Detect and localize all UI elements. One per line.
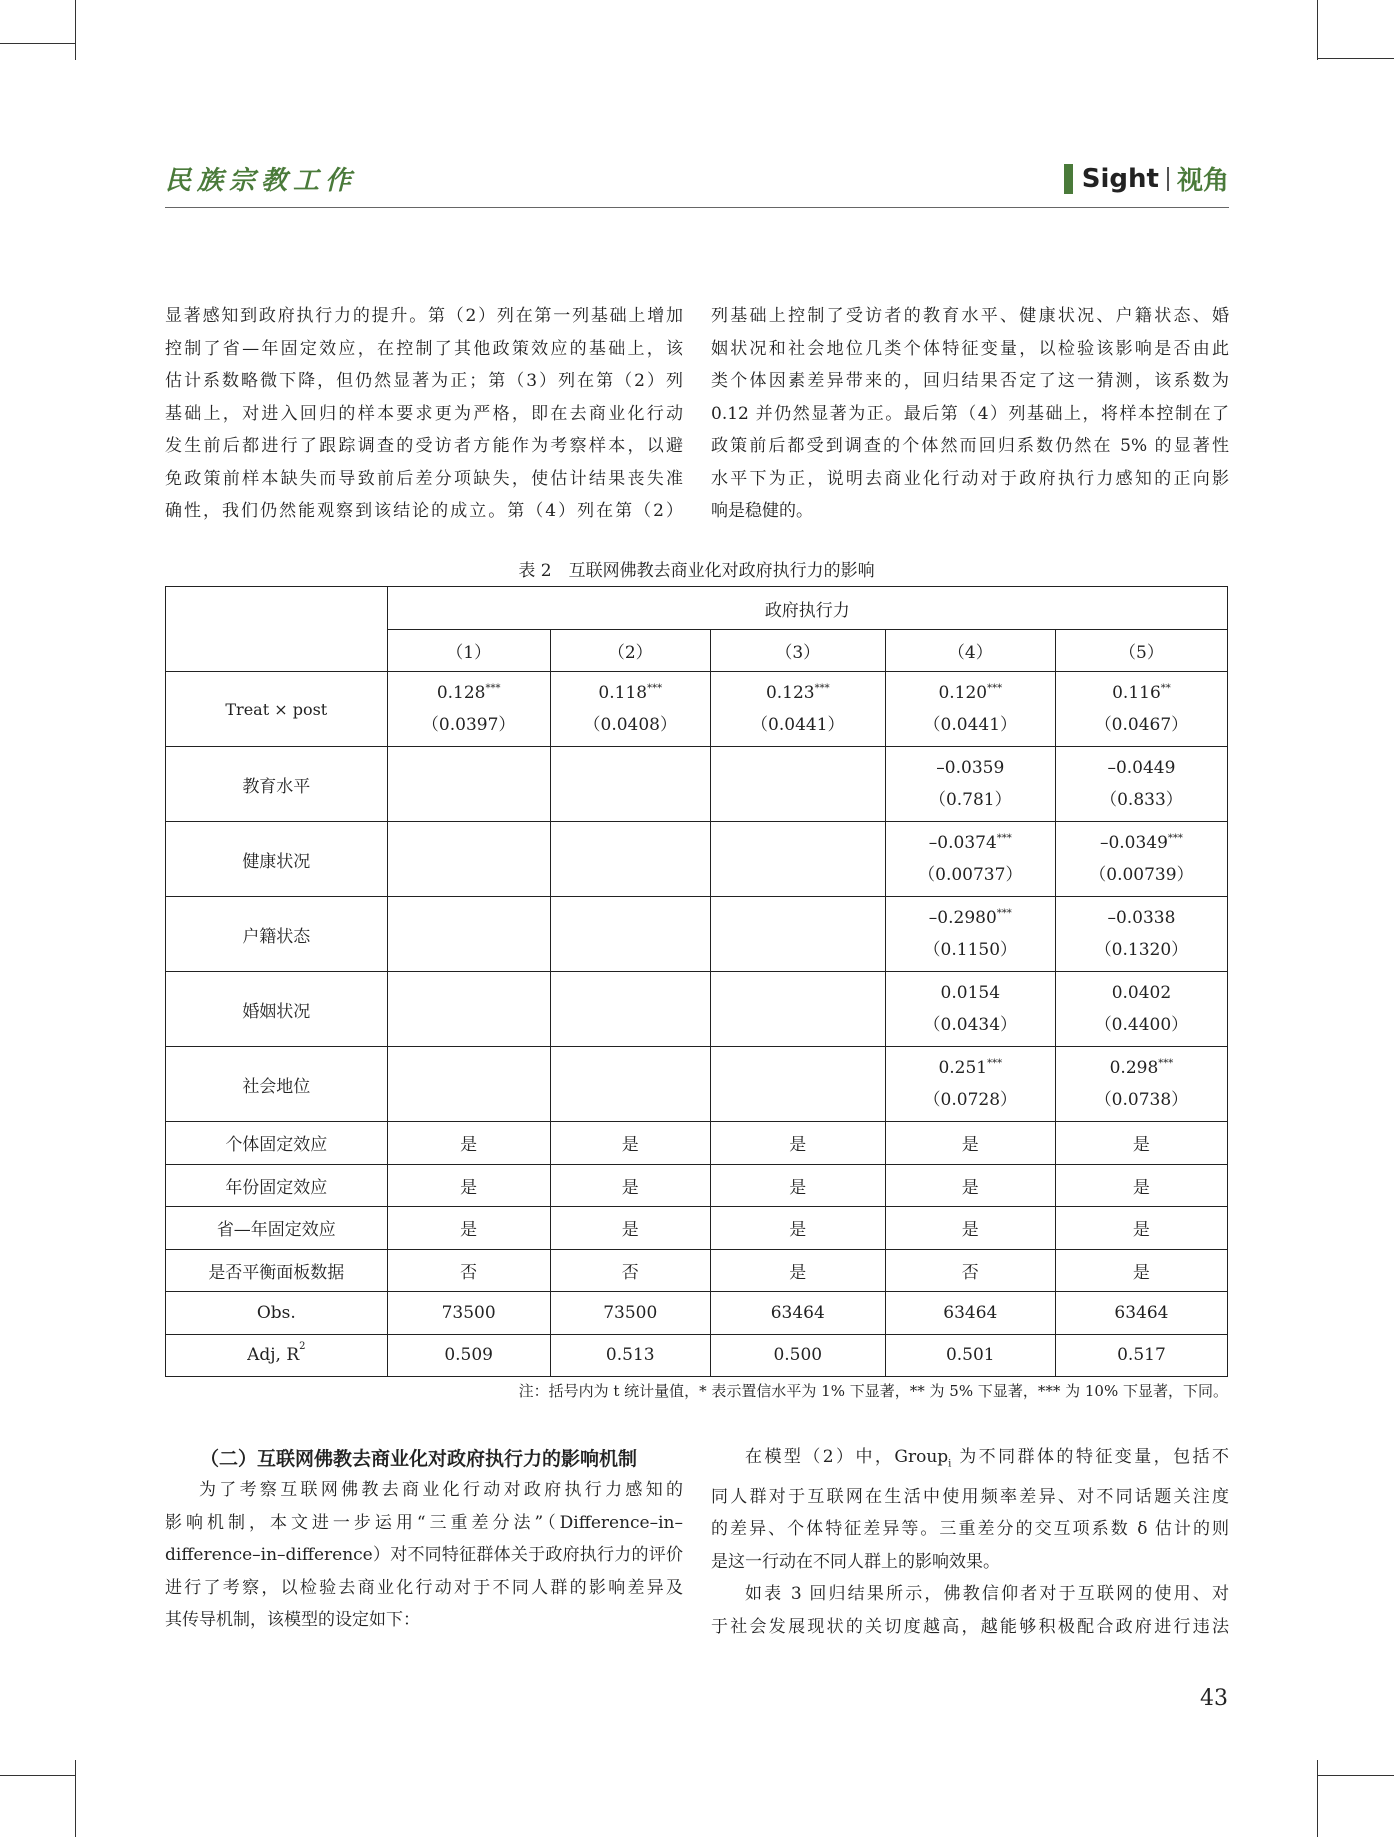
text-line: 是这一行动在不同人群上的影响效果。 [711, 1551, 1000, 1572]
empty-cell [550, 747, 710, 822]
standard-error: （0.0738） [1094, 1090, 1189, 1110]
text-line: 显著感知到政府执行力的提升。第（2）列在第一列基础上增加 [165, 306, 683, 326]
empty-cell [550, 822, 710, 897]
text-line: 进行了考察，以检验去商业化行动对于不同人群的影响差异及 [165, 1577, 683, 1598]
body-text-top-left [165, 300, 683, 528]
coef-value [1056, 752, 1227, 784]
table-cell: 0.513 [550, 1334, 710, 1377]
empty-cell [387, 822, 550, 897]
crop-mark [75, 0, 76, 60]
section-label-cn: 视角 [1176, 166, 1229, 196]
table-cell: 是 [550, 1164, 710, 1207]
table-cell: 是 [550, 1207, 710, 1250]
coef-number: 0.128 [436, 683, 486, 703]
table-cell: 是 [885, 1164, 1055, 1207]
body-text-bottom-right [711, 1441, 1229, 1643]
crop-mark [1317, 1760, 1318, 1837]
text-line: 其传导机制，该模型的设定如下： [165, 1610, 420, 1630]
row-label: Obs. [166, 1292, 388, 1335]
significance-stars: *** [814, 683, 830, 694]
standard-error: （0.1320） [1094, 940, 1189, 960]
standard-error: （0.0441） [751, 715, 845, 735]
coef-number: –0.0374 [928, 833, 997, 853]
coef-number: 0.116 [1112, 683, 1161, 703]
table-cell: 63464 [1055, 1292, 1227, 1335]
text-line: 基础上，对进入回归的样本要求更为严格，即在去商业化行动 [165, 403, 683, 424]
section-heading: （二）互联网佛教去商业化对政府执行力的影响机制 [200, 1448, 638, 1470]
row-label: 婚姻状况 [166, 972, 388, 1047]
coef-cell [550, 672, 710, 747]
row-label: 年份固定效应 [166, 1164, 388, 1207]
empty-cell [710, 897, 885, 972]
text-line: 免政策前样本缺失而导致前后差分项缺失，使估计结果丧失准 [165, 468, 683, 489]
coef-value [886, 902, 1055, 934]
table-cell: 是 [1055, 1249, 1227, 1292]
coef-number: –0.0338 [1107, 908, 1176, 928]
empty-cell [550, 1047, 710, 1122]
empty-cell [387, 972, 550, 1047]
empty-cell [387, 1047, 550, 1122]
significance-stars: *** [987, 1058, 1003, 1069]
text-line: 影响机制，本文进一步运用“三重差分法”（Difference–in– [165, 1512, 683, 1533]
coef-cell [1055, 1047, 1227, 1122]
coef-number: –0.0349 [1099, 833, 1168, 853]
coef-value [886, 977, 1055, 1009]
row-label: 健康状况 [166, 822, 388, 897]
crop-mark [1317, 58, 1394, 59]
subscript: i [948, 1458, 952, 1470]
table-cell: 73500 [550, 1292, 710, 1335]
coef-number: –0.2980 [928, 908, 997, 928]
table-cell: 否 [387, 1249, 550, 1292]
table-cell: 是 [1055, 1164, 1227, 1207]
header-rule [165, 207, 1229, 208]
text-line: 列基础上控制了受访者的教育水平、健康状况、户籍状态、婚 [711, 306, 1229, 326]
coef-number: –0.0359 [936, 758, 1005, 778]
text-line: 估计系数略微下降，但仍然显著为正；第（3）列在第（2）列 [165, 371, 683, 391]
text-line: 于社会发展现状的关切度越高，越能够积极配合政府进行违法 [711, 1616, 1229, 1637]
table-cell: 是 [885, 1207, 1055, 1250]
section-divider [1167, 167, 1169, 191]
text-line: 0.12 并仍然显著为正。最后第（4）列基础上，将样本控制在了 [711, 403, 1229, 424]
standard-error: （0.0408） [583, 715, 677, 735]
column-header: （5） [1055, 630, 1227, 672]
row-label: 是否平衡面板数据 [166, 1249, 388, 1292]
coef-value [886, 752, 1055, 784]
text-line: 确性，我们仍然能观察到该结论的成立。第（4）列在第（2） [165, 501, 683, 521]
standard-error: （0.833） [1100, 790, 1183, 810]
text-fragment: 为不同群体的特征变量，包括不 [951, 1447, 1229, 1467]
text-line: difference–in–difference）对不同特征群体关于政府执行力的评价 [165, 1545, 683, 1565]
table-row [166, 1122, 1228, 1165]
table-row [166, 822, 1228, 897]
row-label: Treat × post [166, 672, 388, 747]
coef-number: 0.251 [938, 1058, 988, 1078]
coef-value [1056, 1052, 1227, 1084]
coef-number: 0.123 [765, 683, 815, 703]
regression-table [165, 586, 1228, 1377]
coef-cell [885, 672, 1055, 747]
journal-title: 民族宗教工作 [165, 166, 358, 196]
coef-cell [387, 672, 550, 747]
coef-value [1056, 902, 1227, 934]
table-row [166, 897, 1228, 972]
row-label: 户籍状态 [166, 897, 388, 972]
row-label: 社会地位 [166, 1047, 388, 1122]
column-header: （2） [550, 630, 710, 672]
table-row [166, 1249, 1228, 1292]
coef-cell [885, 897, 1055, 972]
r2-superscript: 2 [299, 1341, 306, 1353]
table-cell: 0.501 [885, 1334, 1055, 1377]
standard-error: （0.781） [928, 790, 1012, 810]
coef-value [886, 677, 1055, 709]
table-cell: 是 [387, 1122, 550, 1165]
empty-cell [387, 897, 550, 972]
coef-value [1056, 677, 1227, 709]
crop-mark [1317, 1775, 1394, 1776]
standard-error: （0.00739） [1089, 865, 1194, 885]
table-cell: 是 [710, 1164, 885, 1207]
coef-number: –0.0449 [1107, 758, 1176, 778]
coef-value [1056, 977, 1227, 1009]
column-header: （4） [885, 630, 1055, 672]
table-row [166, 972, 1228, 1047]
significance-stars: *** [1158, 1058, 1174, 1069]
coef-cell [1055, 747, 1227, 822]
coef-number: 0.118 [598, 683, 648, 703]
coef-value [886, 1052, 1055, 1084]
coef-cell [885, 1047, 1055, 1122]
table-row [166, 747, 1228, 822]
standard-error: （0.00737） [918, 865, 1023, 885]
table-cell: 否 [550, 1249, 710, 1292]
standard-error: （0.1150） [923, 940, 1018, 960]
empty-cell [550, 897, 710, 972]
coef-value [1056, 827, 1227, 859]
text-line: 响是稳健的。 [711, 501, 813, 521]
table-cell: 是 [710, 1249, 885, 1292]
crop-mark [1317, 0, 1318, 60]
text-line: 发生前后都进行了跟踪调查的受访者方能作为考察样本，以避 [165, 436, 683, 456]
row-label: 教育水平 [166, 747, 388, 822]
table-row [166, 1207, 1228, 1250]
coef-cell [710, 672, 885, 747]
text-line: 水平下为正，说明去商业化行动对于政府执行力感知的正向影 [711, 468, 1229, 489]
table-cell: 是 [710, 1207, 885, 1250]
row-label [166, 1334, 388, 1377]
table-row [166, 672, 1228, 747]
empty-cell [550, 972, 710, 1047]
significance-stars: *** [987, 683, 1003, 694]
coef-number: 0.0154 [940, 983, 1001, 1003]
standard-error: （0.0467） [1094, 715, 1189, 735]
standard-error: （0.0434） [923, 1015, 1018, 1035]
coef-value [886, 827, 1055, 859]
significance-stars: ** [1160, 683, 1171, 694]
coef-number: 0.298 [1109, 1058, 1159, 1078]
significance-stars: *** [996, 833, 1012, 844]
table-cell: 是 [1055, 1122, 1227, 1165]
text-line: 同人群对于互联网在生活中使用频率差异、对不同话题关注度 [711, 1486, 1229, 1507]
coef-number: 0.120 [938, 683, 988, 703]
text-line: 为了考察互联网佛教去商业化行动对政府执行力感知的 [199, 1480, 683, 1500]
coef-value [551, 677, 710, 709]
empty-cell [710, 972, 885, 1047]
significance-stars: *** [996, 908, 1012, 919]
table-row [166, 1164, 1228, 1207]
table-cell: 是 [885, 1122, 1055, 1165]
coef-value [711, 677, 885, 709]
table-cell: 63464 [885, 1292, 1055, 1335]
crop-mark [75, 1760, 76, 1837]
standard-error: （0.0441） [923, 715, 1018, 735]
table-corner-cell [166, 587, 388, 672]
significance-stars: *** [647, 683, 663, 694]
empty-cell [710, 822, 885, 897]
table-cell: 73500 [387, 1292, 550, 1335]
text-line [711, 1441, 1229, 1481]
text-line: 如表 3 回归结果所示，佛教信仰者对于互联网的使用、对 [745, 1584, 1229, 1605]
table-cell: 是 [710, 1122, 885, 1165]
crop-mark [0, 1775, 75, 1776]
r2-label: Adj, R [247, 1345, 300, 1366]
column-header: （1） [387, 630, 550, 672]
table-note: 注：括号内为 t 统计量值，* 表示置信水平为 1% 下显著，** 为 5% 下显著，*** 为 10% 下显著，下同。 [518, 1382, 1228, 1400]
significance-stars: *** [485, 683, 501, 694]
coef-cell [1055, 672, 1227, 747]
coef-cell [1055, 822, 1227, 897]
column-header: （3） [710, 630, 885, 672]
body-text-bottom-left [165, 1474, 683, 1637]
standard-error: （0.0728） [923, 1090, 1018, 1110]
empty-cell [710, 1047, 885, 1122]
text-line: 类个体因素差异带来的，回归结果否定了这一猜测，该系数为 [711, 371, 1229, 391]
text-line: 政策前后都受到调查的个体然而回归系数仍然在 5% 的显著性 [711, 436, 1229, 456]
table-cell: 是 [387, 1207, 550, 1250]
table-cell: 0.509 [387, 1334, 550, 1377]
coef-number: 0.0402 [1111, 983, 1172, 1003]
body-text-top-right [711, 300, 1229, 528]
section-bar [1064, 164, 1073, 194]
table-row [166, 1334, 1228, 1377]
page-number: 43 [1200, 1686, 1228, 1711]
coef-value [388, 677, 550, 709]
table-cell: 63464 [710, 1292, 885, 1335]
table-cell: 0.517 [1055, 1334, 1227, 1377]
table-cell: 是 [1055, 1207, 1227, 1250]
table-row [166, 1292, 1228, 1335]
coef-cell [885, 972, 1055, 1047]
crop-mark [0, 43, 75, 44]
text-line: 的差异、个体特征差异等。三重差分的交互项系数 δ 估计的则 [711, 1519, 1229, 1540]
section-marker [1064, 160, 1229, 197]
row-label: 省—年固定效应 [166, 1207, 388, 1250]
empty-cell [710, 747, 885, 822]
coef-cell [1055, 972, 1227, 1047]
table-title: 表 2 互联网佛教去商业化对政府执行力的影响 [518, 561, 875, 581]
group-header: 政府执行力 [387, 587, 1227, 630]
coef-cell [1055, 897, 1227, 972]
coef-cell [885, 747, 1055, 822]
table-cell: 否 [885, 1249, 1055, 1292]
coef-cell [885, 822, 1055, 897]
section-label-en: Sight [1081, 163, 1159, 194]
table-cell: 是 [550, 1122, 710, 1165]
table-cell: 是 [387, 1164, 550, 1207]
text-fragment: 在模型（2）中，Group [745, 1447, 949, 1467]
row-label: 个体固定效应 [166, 1122, 388, 1165]
text-line: 姻状况和社会地位几类个体特征变量，以检验该影响是否由此 [711, 338, 1229, 359]
table-cell: 0.500 [710, 1334, 885, 1377]
text-line: 控制了省—年固定效应，在控制了其他政策效应的基础上，该 [165, 338, 683, 359]
significance-stars: *** [1167, 833, 1183, 844]
empty-cell [387, 747, 550, 822]
standard-error: （0.4400） [1094, 1015, 1189, 1035]
standard-error: （0.0397） [421, 715, 516, 735]
table-row [166, 1047, 1228, 1122]
